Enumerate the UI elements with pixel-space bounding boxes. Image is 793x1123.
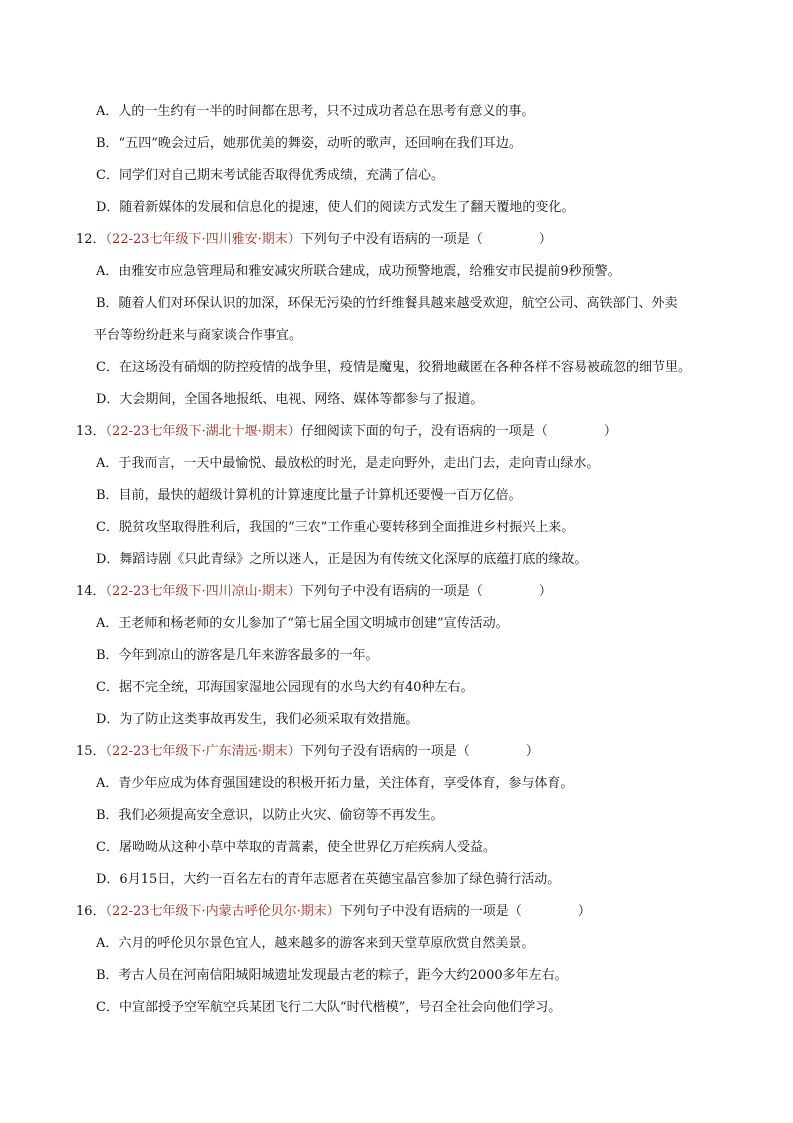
q15-option-b: B．我们必须提高安全意识，以防止火灾、偷窃等不再发生。 <box>96 808 444 823</box>
question-text: 下列句子中没有语病的一项是（ <box>339 904 522 919</box>
question-number: 16． <box>76 904 106 919</box>
q13-option-a: A．于我而言，一天中最愉悦、最放松的时光，是走向野外，走出门去，走向青山绿水。 <box>96 456 600 471</box>
q16-option-c: C．中宣部授予空军航空兵某团飞行二大队“时代楷模”，号召全社会向他们学习。 <box>96 1000 562 1015</box>
q13-option-b: B．目前，最快的超级计算机的计算速度比量子计算机还要慢一百万亿倍。 <box>96 488 522 503</box>
q16-option-b: B．考古人员在河南信阳城阳城遗址发现最古老的粽子，距今大约2000多年左右。 <box>96 968 568 983</box>
question-source: （22-23七年级下·湖北十堰·期末） <box>105 424 301 439</box>
question-12-stem: 12．（22-23七年级下·四川雅安·期末）下列句子中没有语病的一项是（ ） <box>76 232 552 247</box>
q12-option-c: C．在这场没有硝烟的防控疫情的战争里，疫情是魔鬼，狡猾地藏匿在各种各样不容易被疏忽的细节里。 <box>96 360 691 375</box>
option-b-carryover: B．“五四”晚会过后，她那优美的舞姿，动听的歌声，还回响在我们耳边。 <box>96 136 522 151</box>
question-15-stem: 15．（22-23七年级下·广东清远·期末）下列句子没有语病的一项是（ ） <box>76 744 539 759</box>
q13-option-c: C．脱贫攻坚取得胜利后，我国的“三农”工作重心要转移到全面推进乡村振兴上来。 <box>96 520 575 535</box>
question-number: 12． <box>76 232 106 247</box>
q15-option-c: C．屠呦呦从这种小草中萃取的青蒿素，使全世界亿万疟疾病人受益。 <box>96 840 496 855</box>
q12-option-b: B．随着人们对环保认识的加深，环保无污染的竹纤维餐具越来越受欢迎，航空公司、高铁部门、外卖 <box>96 296 678 311</box>
question-13-stem: 13．（22-23七年级下·湖北十堰·期末）仔细阅读下面的句子，没有语病的一项是（ ） <box>76 424 617 439</box>
q12-option-b-continued: 平台等纷纷赶来与商家谈合作事宜。 <box>94 328 303 343</box>
question-source: （22-23七年级下·四川凉山·期末） <box>105 584 301 599</box>
question-number: 14． <box>76 584 106 599</box>
question-text: 仔细阅读下面的句子，没有语病的一项是（ <box>300 424 548 439</box>
q12-option-d: D．大会期间，全国各地报纸、电视、网络、媒体等都参与了报道。 <box>96 392 484 407</box>
question-16-stem: 16．（22-23七年级下·内蒙古呼伦贝尔·期末）下列句子中没有语病的一项是（ ） <box>76 904 591 919</box>
q14-option-d: D．为了防止这类事故再发生，我们必须采取有效措施。 <box>96 712 419 727</box>
q14-option-a: A．王老师和杨老师的女儿参加了“第七届全国文明城市创建”宣传活动。 <box>96 616 509 631</box>
question-source: （22-23七年级下·内蒙古呼伦贝尔·期末） <box>105 904 340 919</box>
q15-option-a: A．青少年应成为体育强国建设的积极开拓力量，关注体育，享受体育，参与体育。 <box>96 776 574 791</box>
q14-option-c: C．据不完全统，邛海国家湿地公园现有的水鸟大约有40种左右。 <box>96 680 474 695</box>
question-number: 15． <box>76 744 106 759</box>
option-a-carryover: A．人的一生约有一半的时间都在思考，只不过成功者总在思考有意义的事。 <box>96 104 535 119</box>
option-d-carryover: D．随着新媒体的发展和信息化的提速，使人们的阅读方式发生了翻天覆地的变化。 <box>96 200 575 215</box>
q13-option-d: D．舞蹈诗剧《只此青绿》之所以迷人，正是因为有传统文化深厚的底蕴打底的缘故。 <box>96 552 588 567</box>
q14-option-b: B．今年到凉山的游客是几年来游客最多的一年。 <box>96 648 379 663</box>
question-14-stem: 14．（22-23七年级下·四川凉山·期末）下列句子中没有语病的一项是（ ） <box>76 584 552 599</box>
question-text: 下列句子没有语病的一项是（ <box>300 744 470 759</box>
q15-option-d: D．6月15日，大约一百名左右的青年志愿者在英德宝晶宫参加了绿色骑行活动。 <box>96 872 561 887</box>
question-text: 下列句子中没有语病的一项是（ <box>300 584 483 599</box>
question-text: 下列句子中没有语病的一项是（ <box>300 232 483 247</box>
option-c-carryover: C．同学们对自己期末考试能否取得优秀成绩，充满了信心。 <box>96 168 444 183</box>
q16-option-a: A．六月的呼伦贝尔景色宜人，越来越多的游客来到天堂草原欣赏自然美景。 <box>96 936 535 951</box>
question-source: （22-23七年级下·广东清远·期末） <box>105 744 301 759</box>
question-number: 13． <box>76 424 106 439</box>
q12-option-a: A．由雅安市应急管理局和雅安减灾所联合建成，成功预警地震，给雅安市民提前9秒预警。 <box>96 264 621 279</box>
question-source: （22-23七年级下·四川雅安·期末） <box>105 232 301 247</box>
